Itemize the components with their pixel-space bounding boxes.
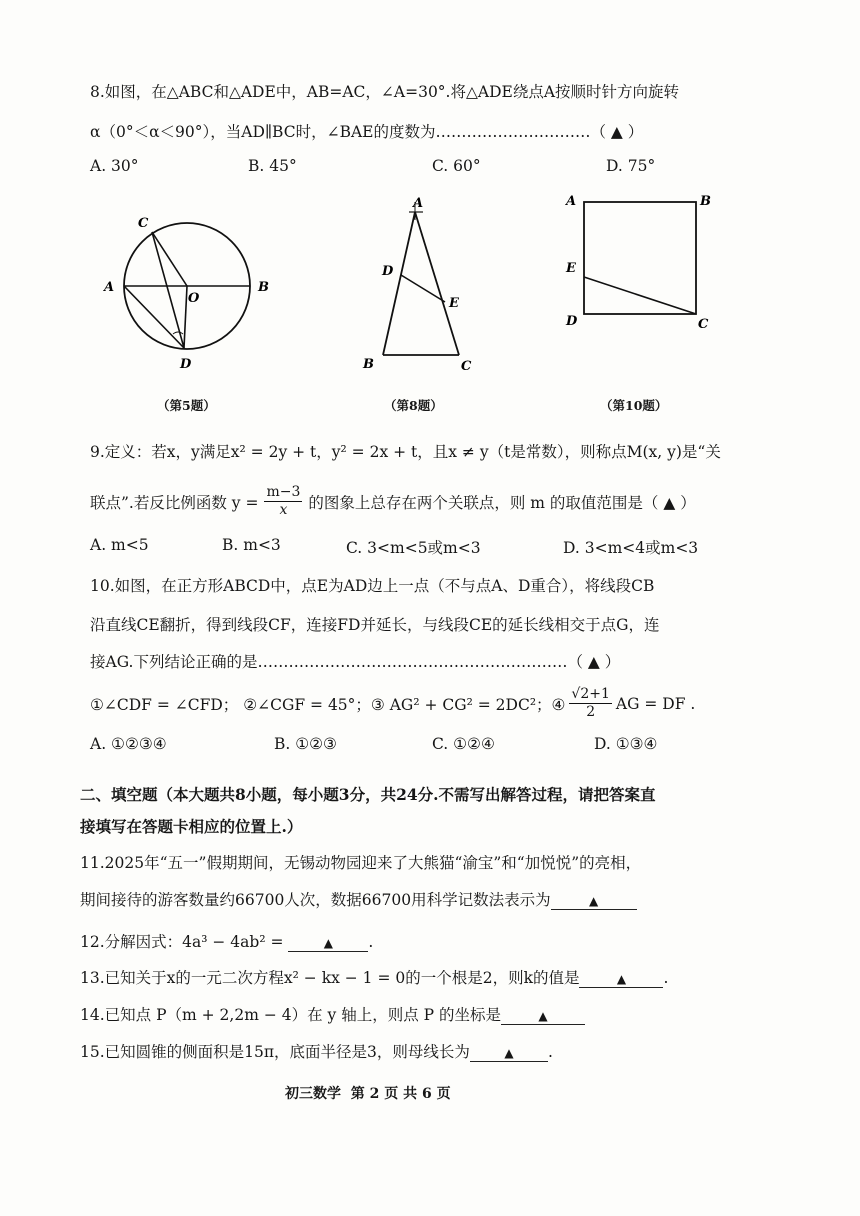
q12-line (80, 930, 373, 952)
q9-fraction-numerator: m−3 (266, 484, 301, 500)
q14-text: 14.已知点 P（m + 2,2m − 4）在 y 轴上，则点 P 的坐标是 (80, 1006, 501, 1024)
figure-10-square-diagram (560, 190, 720, 340)
q9-fraction-denominator: x (279, 502, 288, 518)
q10-option-b: B. ①②③ (274, 735, 337, 753)
q9-line1: 9.定义：若x，y满足x² = 2y + t，y² = 2x + t，且x ≠ y（t是常数），则称点M(x, y)是“关 (90, 443, 721, 461)
fig8-label-c: C (461, 359, 472, 374)
q12-text: 12.分解因式：4a³ − 4ab² = (80, 933, 284, 951)
q8-line2: α（0°＜α＜90°），当AD∥BC时，∠BAE的度数为…………………………（ ▲ ） (90, 123, 644, 141)
q15-answer-blank[interactable] (470, 1043, 548, 1062)
q9-option-a: A. m<5 (90, 536, 149, 554)
answer-triangle-icon: ▲ (616, 972, 627, 986)
q8-option-d: D. 75° (606, 157, 656, 175)
fig5-label-a: A (104, 280, 115, 295)
answer-triangle-icon: ▲ (504, 1046, 514, 1060)
q9-option-d: D. 3<m<4或m<3 (563, 539, 699, 557)
q13-text: 13.已知关于x的一元二次方程x² − kx − 1 = 0的一个根是2，则k的值是 (80, 969, 580, 987)
answer-triangle-icon: ▲ (323, 936, 334, 950)
q10-option-a: A. ①②③④ (90, 735, 167, 753)
fig10-label-c: C (698, 317, 709, 332)
q13-answer-blank[interactable] (579, 969, 663, 988)
q9-line2-prefix: 联点”.若反比例函数 y = (90, 493, 259, 512)
q10-option-c: C. ①②④ (432, 735, 495, 753)
q12-answer-blank[interactable] (288, 933, 368, 952)
fig5-label-d: D (180, 357, 192, 372)
q9-fraction (264, 484, 302, 519)
q11-line2-text: 期间接待的游客数量约66700人次，数据66700用科学记数法表示为 (80, 891, 551, 909)
q8-option-c: C. 60° (432, 157, 481, 175)
q15-line (80, 1040, 553, 1062)
q9-option-c: C. 3<m<5或m<3 (346, 539, 481, 557)
fig5-label-b: B (258, 280, 269, 295)
q10-option-d: D. ①③④ (594, 735, 658, 753)
q15-text: 15.已知圆锥的侧面积是15π，底面半径是3，则母线长为 (80, 1043, 470, 1061)
q10-line3: 接AG.下列结论正确的是……………………………………………………（ ▲ ） (90, 653, 621, 671)
fig10-label-b: B (700, 194, 711, 209)
fig8-label-b: B (363, 357, 374, 372)
q13-line (80, 966, 668, 988)
figure-10-caption: （第10题） (600, 398, 668, 413)
fig10-label-e: E (566, 261, 576, 276)
q9-line2-suffix: 的图象上总存在两个关联点，则 m 的取值范围是（ ▲ ） (308, 493, 696, 512)
q11-line2 (80, 888, 637, 910)
section-2-heading-line1: 二、填空题（本大题共8小题，每小题3分，共24分.不需写出解答过程，请把答案直 (80, 785, 656, 804)
q13-tail: . (663, 969, 669, 987)
q8-option-b: B. 45° (248, 157, 297, 175)
q10-statements (90, 686, 695, 721)
q10-line2: 沿直线CE翻折，得到线段CF，连接FD并延长，与线段CE的延长线相交于点G，连 (90, 616, 660, 634)
figure-5-circle-diagram (100, 210, 280, 380)
q10-fraction-numerator: √2+1 (571, 686, 610, 702)
q9-line2 (90, 484, 696, 519)
q9-option-b: B. m<3 (222, 536, 281, 554)
q10-statements-prefix: ①∠CDF = ∠CFD； ②∠CGF = 45°；③ AG² + CG² = 2DC²；④ (90, 695, 566, 714)
figure-8-triangle-diagram (355, 190, 485, 380)
q12-tail: . (368, 933, 374, 951)
fig8-label-a: A (413, 196, 424, 211)
q10-statements-suffix: AG = DF . (615, 694, 696, 713)
page-footer: 初三数学 第 2 页 共 6 页 (285, 1086, 451, 1102)
q15-tail: . (547, 1043, 553, 1061)
fig5-label-c: C (138, 216, 149, 231)
figure-5-caption: （第5题） (157, 398, 216, 413)
q11-line1: 11.2025年“五一”假期期间，无锡动物园迎来了大熊猫“渝宝”和“加悦悦”的亮相， (80, 854, 642, 872)
fig10-label-d: D (566, 314, 578, 329)
fig5-label-o: O (188, 291, 200, 306)
q14-line (80, 1003, 585, 1025)
fig8-label-d: D (382, 264, 394, 279)
q10-fraction-denominator: 2 (586, 704, 596, 720)
q11-answer-blank[interactable] (551, 891, 637, 910)
q10-fraction (569, 686, 611, 721)
figure-8-caption: （第8题） (384, 398, 443, 413)
fig10-label-a: A (566, 194, 577, 209)
q10-line1: 10.如图，在正方形ABCD中，点E为AD边上一点（不与点A、D重合），将线段CB (90, 577, 655, 595)
q8-line1: 8.如图，在△ABC和△ADE中，AB=AC，∠A=30°.将△ADE绕点A按顺时针方向旋转 (90, 83, 680, 101)
q14-answer-blank[interactable] (501, 1006, 585, 1025)
section-2-heading-line2: 接填写在答题卡相应的位置上.） (80, 817, 303, 836)
answer-triangle-icon: ▲ (538, 1009, 548, 1023)
q8-option-a: A. 30° (90, 157, 139, 175)
answer-triangle-icon: ▲ (589, 894, 599, 908)
fig8-label-e: E (449, 296, 459, 311)
